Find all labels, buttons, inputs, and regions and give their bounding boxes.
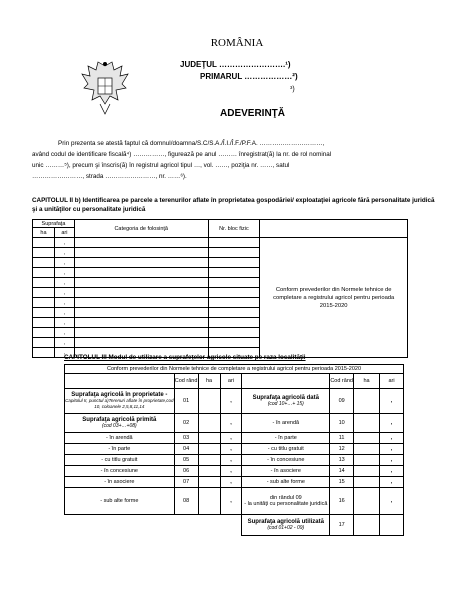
row-sub: (cod 01+02 - 09): [267, 525, 305, 531]
row-label: - în asociere: [65, 477, 175, 488]
attestation-line-3: unic ………⁵), precum şi înscris(ă) în registrul agricol tipul …, vol. ……, poziţia nr. ……, satul: [32, 162, 290, 169]
table-row: Suprafaţa agricolă în proprietate - Capitolul II, punctul a)Terenuri aflate în proprietate,cod 10, coloanele 2,5,8,11,14 01 , Suprafaţa agricolă dată (cod 10+…+ 15) 09 ,: [65, 389, 404, 414]
row-label: - în arendă: [65, 433, 175, 444]
ari-header-left: ari: [220, 374, 242, 389]
code-header-right: Cod rând: [330, 374, 354, 389]
blank-header: [260, 220, 408, 238]
row-code: 13: [330, 455, 354, 466]
table-row: - sub alte forme 08 , din rândul 09 - la unităţi cu personalitate juridică 16 ,: [65, 488, 404, 515]
surface-header: Suprafaţa: [33, 220, 75, 228]
code-header-left: Cod rând: [174, 374, 198, 389]
ha-header: ha: [33, 228, 55, 238]
ha-header-left: ha: [198, 374, 220, 389]
row-sub: - la unităţi cu personalitate juridică: [244, 501, 328, 507]
table-row: ,: [33, 338, 408, 348]
coat-of-arms-emblem: [78, 60, 132, 120]
table-row: ,: [33, 318, 408, 328]
row-code: 03: [174, 433, 198, 444]
table-row: - cu titlu gratuit 05 , - în concesiune 13 ,: [65, 455, 404, 466]
block-header: Nr. bloc fizic: [208, 220, 260, 238]
row-code: 12: [330, 444, 354, 455]
table-row: ,: [33, 288, 408, 298]
row-label: - în parte: [65, 444, 175, 455]
table-row: - în arendă 03 , - în parte 11 ,: [65, 433, 404, 444]
table-row: ,: [33, 258, 408, 268]
ari-header-right: ari: [380, 374, 404, 389]
land-use-table: [64, 364, 404, 536]
row-code: 06: [174, 466, 198, 477]
table-row: Suprafaţa agricolă primită (cod 03+…+08) 02 , - în arendă 10 ,: [65, 414, 404, 433]
row-label: - sub alte forme: [65, 488, 175, 515]
row-code: 04: [174, 444, 198, 455]
row-code: 10: [330, 414, 354, 433]
row-label: - cu titlu gratuit: [65, 455, 175, 466]
row-label: Suprafaţa agricolă în proprietate -: [71, 392, 168, 398]
row-code: 11: [330, 433, 354, 444]
table-row: ,: [33, 328, 408, 338]
attestation-line-1: Prin prezenta se atestă faptul că domnul/doamna/S.C/S.A./Î.I./Î.F./P.F.A. …………………………,: [58, 140, 325, 147]
table-row: ,: [33, 348, 408, 358]
row-code: 14: [330, 466, 354, 477]
note-3-marker: ³): [290, 86, 295, 93]
row-label: - în concesiune: [242, 455, 330, 466]
row-label: - în arendă: [242, 414, 330, 433]
table-row: ,: [33, 278, 408, 288]
document-title: ADEVERINŢĂ: [220, 108, 286, 119]
row-label: Suprafaţa agricolă dată: [252, 395, 319, 401]
row-label: - cu titlu gratuit: [242, 444, 330, 455]
row-label: Suprafaţa agricolă primită: [82, 417, 157, 423]
table-row: - în asociere 07 , - sub alte forme 15 ,: [65, 477, 404, 488]
county-line: JUDEŢUL …………………….¹): [180, 60, 291, 69]
row-label: din rândul 09: [269, 495, 302, 501]
row-sub: (cod 03+…+08): [101, 423, 137, 429]
mayor-line: PRIMARUL ………………²): [200, 72, 298, 81]
row-code: 15: [330, 477, 354, 488]
parcels-table: [32, 219, 408, 358]
row-sub: Capitolul II, punctul a)Terenuri aflate în proprietate,cod 10, coloanele 2,5,8,11,14: [65, 398, 174, 409]
ari-header: ari: [54, 228, 74, 238]
country-title: ROMÂNIA: [210, 37, 264, 49]
table-row: , Conform prevederilor din Normele tehnice de completare a registrului agricol pentru perioada 2015-2020: [33, 238, 408, 248]
table-row: ,: [33, 248, 408, 258]
row-code: 09: [330, 389, 354, 414]
table-row: ,: [33, 268, 408, 278]
row-label: - în concesiune: [65, 466, 175, 477]
row-label: - în parte: [242, 433, 330, 444]
row-code: 07: [174, 477, 198, 488]
row-label: - în asociere: [242, 466, 330, 477]
table-row: ,: [33, 308, 408, 318]
row-label: Suprafaţa agricolă utilizată: [247, 519, 324, 525]
row-code: 02: [174, 414, 198, 433]
row-code: 16: [330, 488, 354, 515]
row-code: 17: [330, 515, 354, 536]
chapter-3-heading: CAPITOLUL III Modul de utilizare a suprafeţelor agricole situate pe raza localităţii: [64, 354, 306, 361]
attestation-text: [32, 138, 437, 182]
row-label: - sub alte forme: [242, 477, 330, 488]
row-sub: (cod 10+…+ 15): [267, 401, 304, 407]
category-header: Categoria de folosinţă: [74, 220, 208, 238]
chapter-2b-note: Conform prevederilor din Normele tehnice de completare a registrului agricol pentru perioada 2015-2020: [260, 238, 408, 358]
table-row: ,: [33, 298, 408, 308]
attestation-line-2: având codul de identificare fiscală⁴) ……………, figurează pe anul ……… înregistrat(ă) la nr. de rol nominal: [32, 151, 332, 158]
table-row: - în concesiune 06 , - în asociere 14 ,: [65, 466, 404, 477]
chapter-2b-heading: CAPITOLUL II b) Identificarea pe parcele a terenurilor aflate în proprietatea gospodăriei/ exploataţiei agricole fără personalitate juridică şi a unităţilor cu personalitate juridică: [32, 197, 435, 213]
row-code: 08: [174, 488, 198, 515]
ha-header-right: ha: [354, 374, 380, 389]
table-row: - în parte 04 , - cu titlu gratuit 12 ,: [65, 444, 404, 455]
attestation-line-4: ……………………, strada ……………………, nr. ……⁶).: [32, 173, 187, 180]
row-code: 01: [174, 389, 198, 414]
chapter-3-note: Conform prevederilor din Normele tehnice de completare a registrului agricol pentru perioada 2015-2020: [65, 365, 404, 374]
row-code: 05: [174, 455, 198, 466]
table-row: [65, 515, 404, 536]
